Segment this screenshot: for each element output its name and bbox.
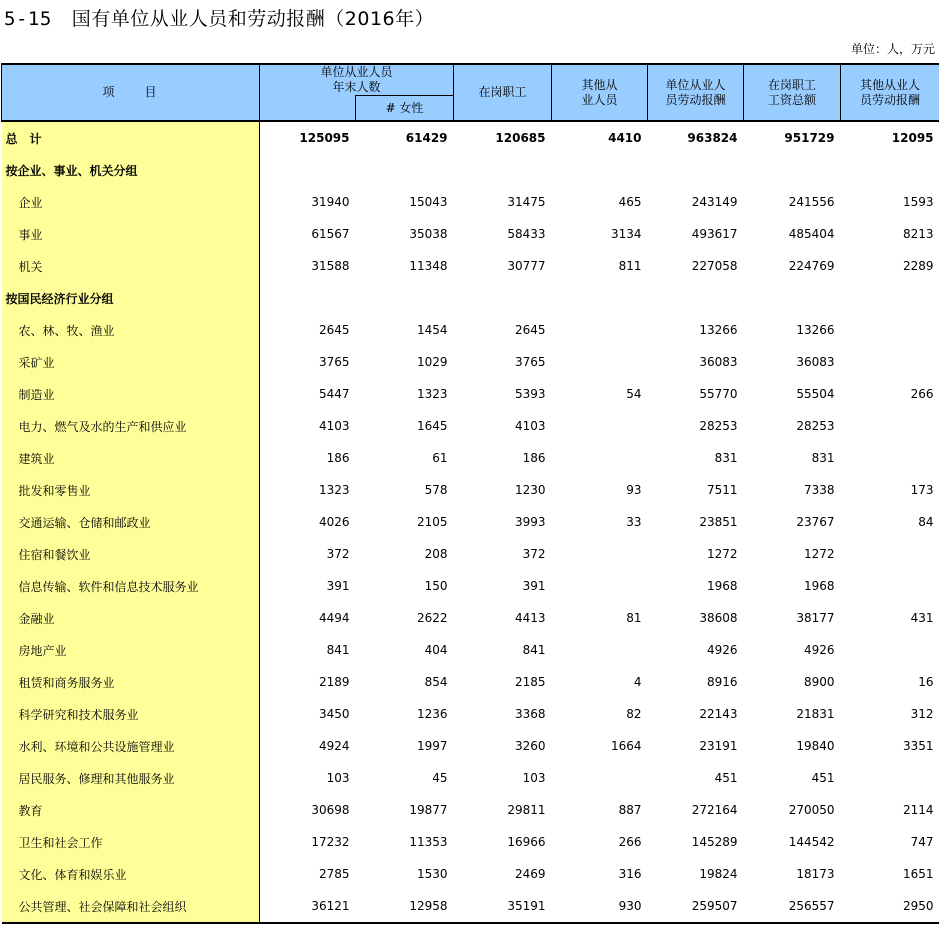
table-cell: 259507 [648,890,744,923]
table-cell [260,154,356,186]
table-cell [260,282,356,314]
row-label: 建筑业 [2,442,260,474]
table-cell: 465 [618,195,642,209]
table-row [2,538,939,570]
table-row [2,634,939,666]
data-table [1,63,939,924]
table-row [2,346,939,378]
table-cell: 120685 [495,131,546,145]
table-cell: 186 [326,451,350,465]
table-cell: 31940 [311,195,350,209]
table-cell: 5447 [318,387,350,401]
table-cell [744,282,841,314]
table-cell: 19840 [796,739,835,753]
table-cell: 1968 [706,579,738,593]
table-cell: 1997 [416,739,448,753]
row-label: 租赁和商务服务业 [2,666,260,698]
unit-note: 单位：人，万元 [850,42,935,56]
table-cell [841,538,939,570]
table-cell: 854 [424,675,448,689]
table-body [2,121,939,923]
table-cell: 3765 [318,355,350,369]
table-cell: 1454 [416,323,448,337]
table-cell: 227058 [691,259,738,273]
table-cell [552,154,648,186]
table-cell: 887 [618,803,642,817]
table-cell: 1530 [416,867,448,881]
table-cell: 1230 [514,483,546,497]
table-cell: 28253 [699,419,738,433]
table-title: 国有单位从业人员和劳动报酬（2016年） [71,8,435,30]
table-cell: 485404 [788,227,835,241]
table-cell: 36121 [260,890,356,923]
row-label: 居民服务、修理和其他服务业 [2,762,260,794]
table-cell: 1272 [706,547,738,561]
table-cell [648,282,744,314]
row-label: 水利、环境和公共设施管理业 [2,730,260,762]
table-cell: 23191 [699,739,738,753]
table-cell: 4 [633,675,642,689]
table-cell: 22143 [699,707,738,721]
table-cell: 28253 [796,419,835,433]
table-cell: 1651 [902,867,934,881]
header-item: 项 目 [2,64,260,121]
table-cell: 747 [910,835,934,849]
table-cell: 266 [618,835,642,849]
table-cell: 208 [424,547,448,561]
table-row [2,378,939,410]
table-cell: 1645 [416,419,448,433]
table-cell: 5393 [514,387,546,401]
table-cell [648,154,744,186]
row-label: 农、林、牧、渔业 [2,314,260,346]
table-cell: 145289 [691,835,738,849]
table-cell [552,634,648,666]
table-row [2,826,939,858]
table-cell: 4026 [318,515,350,529]
table-cell: 13266 [796,323,835,337]
table-cell: 2645 [514,323,546,337]
table-cell: 16 [918,675,934,689]
table-row [2,666,939,698]
table-row [2,282,939,314]
table-cell: 103 [522,771,546,785]
table-cell: 21831 [796,707,835,721]
group-heading: 按国民经济行业分组 [2,282,260,314]
table-row [2,154,939,186]
table-cell: 8916 [706,675,738,689]
table-cell [841,346,939,378]
table-cell [841,570,939,602]
table-cell: 1272 [803,547,835,561]
table-cell: 243149 [691,195,738,209]
table-cell: 266 [910,387,934,401]
table-row [2,218,939,250]
table-cell: 372 [326,547,350,561]
table-cell: 831 [714,451,738,465]
table-cell [841,154,939,186]
table-cell: 93 [626,483,642,497]
table-cell [356,154,454,186]
table-cell: 38608 [699,611,738,625]
table-cell: 54 [626,387,642,401]
table-cell: 1593 [902,195,934,209]
table-cell: 372 [522,547,546,561]
table-cell: 2785 [318,867,350,881]
table-cell [552,570,648,602]
row-label: 科学研究和技术服务业 [2,698,260,730]
table-cell: 55770 [699,387,738,401]
table-cell: 82 [626,707,642,721]
row-label: 住宿和餐饮业 [2,538,260,570]
table-cell: 31588 [311,259,350,273]
table-cell: 2105 [416,515,448,529]
row-label: 机关 [2,250,260,282]
row-label: 信息传输、软件和信息技术服务业 [2,570,260,602]
table-cell: 451 [714,771,738,785]
table-row [2,698,939,730]
table-row [2,250,939,282]
table-cell [454,282,552,314]
table-cell: 23767 [796,515,835,529]
table-cell [841,762,939,794]
table-cell: 31475 [507,195,546,209]
table-cell: 2289 [902,259,934,273]
table-cell [552,282,648,314]
header-total-wages: 在岗职工 工资总额 [744,64,841,121]
table-cell: 4494 [318,611,350,625]
header-other-employees: 其他从 业人员 [552,64,648,121]
table-cell: 103 [326,771,350,785]
header-employees-spacer [260,96,356,122]
table-cell: 2185 [514,675,546,689]
table-cell: 1323 [318,483,350,497]
table-cell: 61 [432,451,448,465]
table-cell: 224769 [788,259,835,273]
table-cell: 811 [618,259,642,273]
row-label: 卫生和社会工作 [2,826,260,858]
table-cell: 4103 [514,419,546,433]
table-cell: 7511 [706,483,738,497]
table-cell [454,154,552,186]
table-cell [841,410,939,442]
table-cell [356,282,454,314]
table-cell: 11353 [409,835,448,849]
page-title [4,4,434,31]
table-cell: 2114 [902,803,934,817]
table-cell: 1968 [803,579,835,593]
table-cell: 1029 [416,355,448,369]
table-cell: 18173 [796,867,835,881]
table-cell: 81 [626,611,642,625]
table-cell: 19824 [699,867,738,881]
table-cell: 7338 [803,483,835,497]
table-row [2,474,939,506]
row-label: 总 计 [2,121,260,154]
table-cell: 4926 [803,643,835,657]
table-cell: 8213 [902,227,934,241]
table-row [2,858,939,890]
table-cell: 29811 [507,803,546,817]
table-cell: 3765 [514,355,546,369]
table-cell: 8900 [803,675,835,689]
table-cell: 35038 [409,227,448,241]
table-row [2,410,939,442]
table-cell: 23851 [699,515,738,529]
table-cell: 4926 [706,643,738,657]
table-cell: 16966 [507,835,546,849]
table-cell: 1323 [416,387,448,401]
table-cell: 17232 [311,835,350,849]
table-cell: 431 [910,611,934,625]
table-cell: 55504 [796,387,835,401]
header-labor-remuneration: 单位从业人 员劳动报酬 [648,64,744,121]
row-label: 文化、体育和娱乐业 [2,858,260,890]
table-cell [841,634,939,666]
table-cell: 841 [522,643,546,657]
table-cell: 45 [432,771,448,785]
table-cell: 30698 [311,803,350,817]
row-label: 交通运输、仓储和邮政业 [2,506,260,538]
table-cell: 1664 [610,739,642,753]
table-row [2,506,939,538]
table-cell [552,538,648,570]
table-cell: 831 [811,451,835,465]
row-label: 事业 [2,218,260,250]
table-row [2,570,939,602]
table-row [2,186,939,218]
table-cell: 173 [910,483,934,497]
table-cell: 3134 [610,227,642,241]
table-cell: 61567 [311,227,350,241]
row-label: 公共管理、社会保障和社会组织 [2,890,260,923]
group-heading: 按企业、事业、机关分组 [2,154,260,186]
table-cell: 2189 [318,675,350,689]
table-row [2,730,939,762]
table-cell: 493617 [691,227,738,241]
table-cell: 125095 [299,131,350,145]
table-number: 5-15 [4,8,52,30]
table-cell: 15043 [409,195,448,209]
table-cell: 36083 [699,355,738,369]
header-on-post-staff: 在岗职工 [454,64,552,121]
table-row [2,762,939,794]
header-female: # 女性 [356,96,454,122]
table-cell: 4924 [318,739,350,753]
table-header [2,64,939,121]
table-cell: 30777 [507,259,546,273]
table-cell: 391 [326,579,350,593]
table-cell: 963824 [687,131,738,145]
table-cell: 3351 [902,739,934,753]
table-cell: 33 [626,515,642,529]
row-label: 制造业 [2,378,260,410]
table-cell [744,154,841,186]
header-other-remuneration: 其他从业人 员劳动报酬 [841,64,939,121]
table-cell: 578 [424,483,448,497]
table-cell: 150 [424,579,448,593]
table-cell: 256557 [744,890,841,923]
table-cell: 270050 [788,803,835,817]
table-row [2,890,939,923]
table-cell [552,410,648,442]
table-cell: 38177 [796,611,835,625]
table-cell: 2469 [514,867,546,881]
table-cell: 12958 [356,890,454,923]
table-cell: 3368 [514,707,546,721]
row-label: 采矿业 [2,346,260,378]
table-cell: 241556 [788,195,835,209]
row-label: 企业 [2,186,260,218]
table-cell [841,314,939,346]
table-cell: 3450 [318,707,350,721]
table-cell [841,442,939,474]
table-cell: 4413 [514,611,546,625]
row-label: 金融业 [2,602,260,634]
table-cell: 36083 [796,355,835,369]
table-cell: 84 [918,515,934,529]
table-cell [552,346,648,378]
row-label: 批发和零售业 [2,474,260,506]
table-cell: 35191 [454,890,552,923]
table-cell: 19877 [409,803,448,817]
table-cell: 4103 [318,419,350,433]
table-cell: 3260 [514,739,546,753]
table-cell: 316 [618,867,642,881]
table-cell: 58433 [507,227,546,241]
table-cell: 13266 [699,323,738,337]
row-label: 房地产业 [2,634,260,666]
table-cell [552,314,648,346]
table-cell: 2622 [416,611,448,625]
table-cell: 930 [552,890,648,923]
table-cell: 312 [910,707,934,721]
header-employees-year-end: 单位从业人员 年末人数 [260,64,454,96]
table-cell: 11348 [409,259,448,273]
table-cell: 391 [522,579,546,593]
table-cell: 61429 [405,131,448,145]
table-cell: 1236 [416,707,448,721]
table-cell: 404 [424,643,448,657]
table-cell: 12095 [891,131,934,145]
table-row [2,314,939,346]
table-cell: 841 [326,643,350,657]
table-cell: 4410 [608,131,642,145]
row-label: 电力、燃气及水的生产和供应业 [2,410,260,442]
table-row [2,794,939,826]
table-cell [552,762,648,794]
table-row [2,442,939,474]
table-cell: 144542 [788,835,835,849]
table-cell: 3993 [514,515,546,529]
table-row [2,602,939,634]
table-cell: 272164 [691,803,738,817]
table-row [2,121,939,154]
row-label: 教育 [2,794,260,826]
table-cell [841,282,939,314]
table-cell [552,442,648,474]
table-cell: 2950 [841,890,939,923]
table-cell: 951729 [784,131,835,145]
table-cell: 451 [811,771,835,785]
table-cell: 186 [522,451,546,465]
table-cell: 2645 [318,323,350,337]
